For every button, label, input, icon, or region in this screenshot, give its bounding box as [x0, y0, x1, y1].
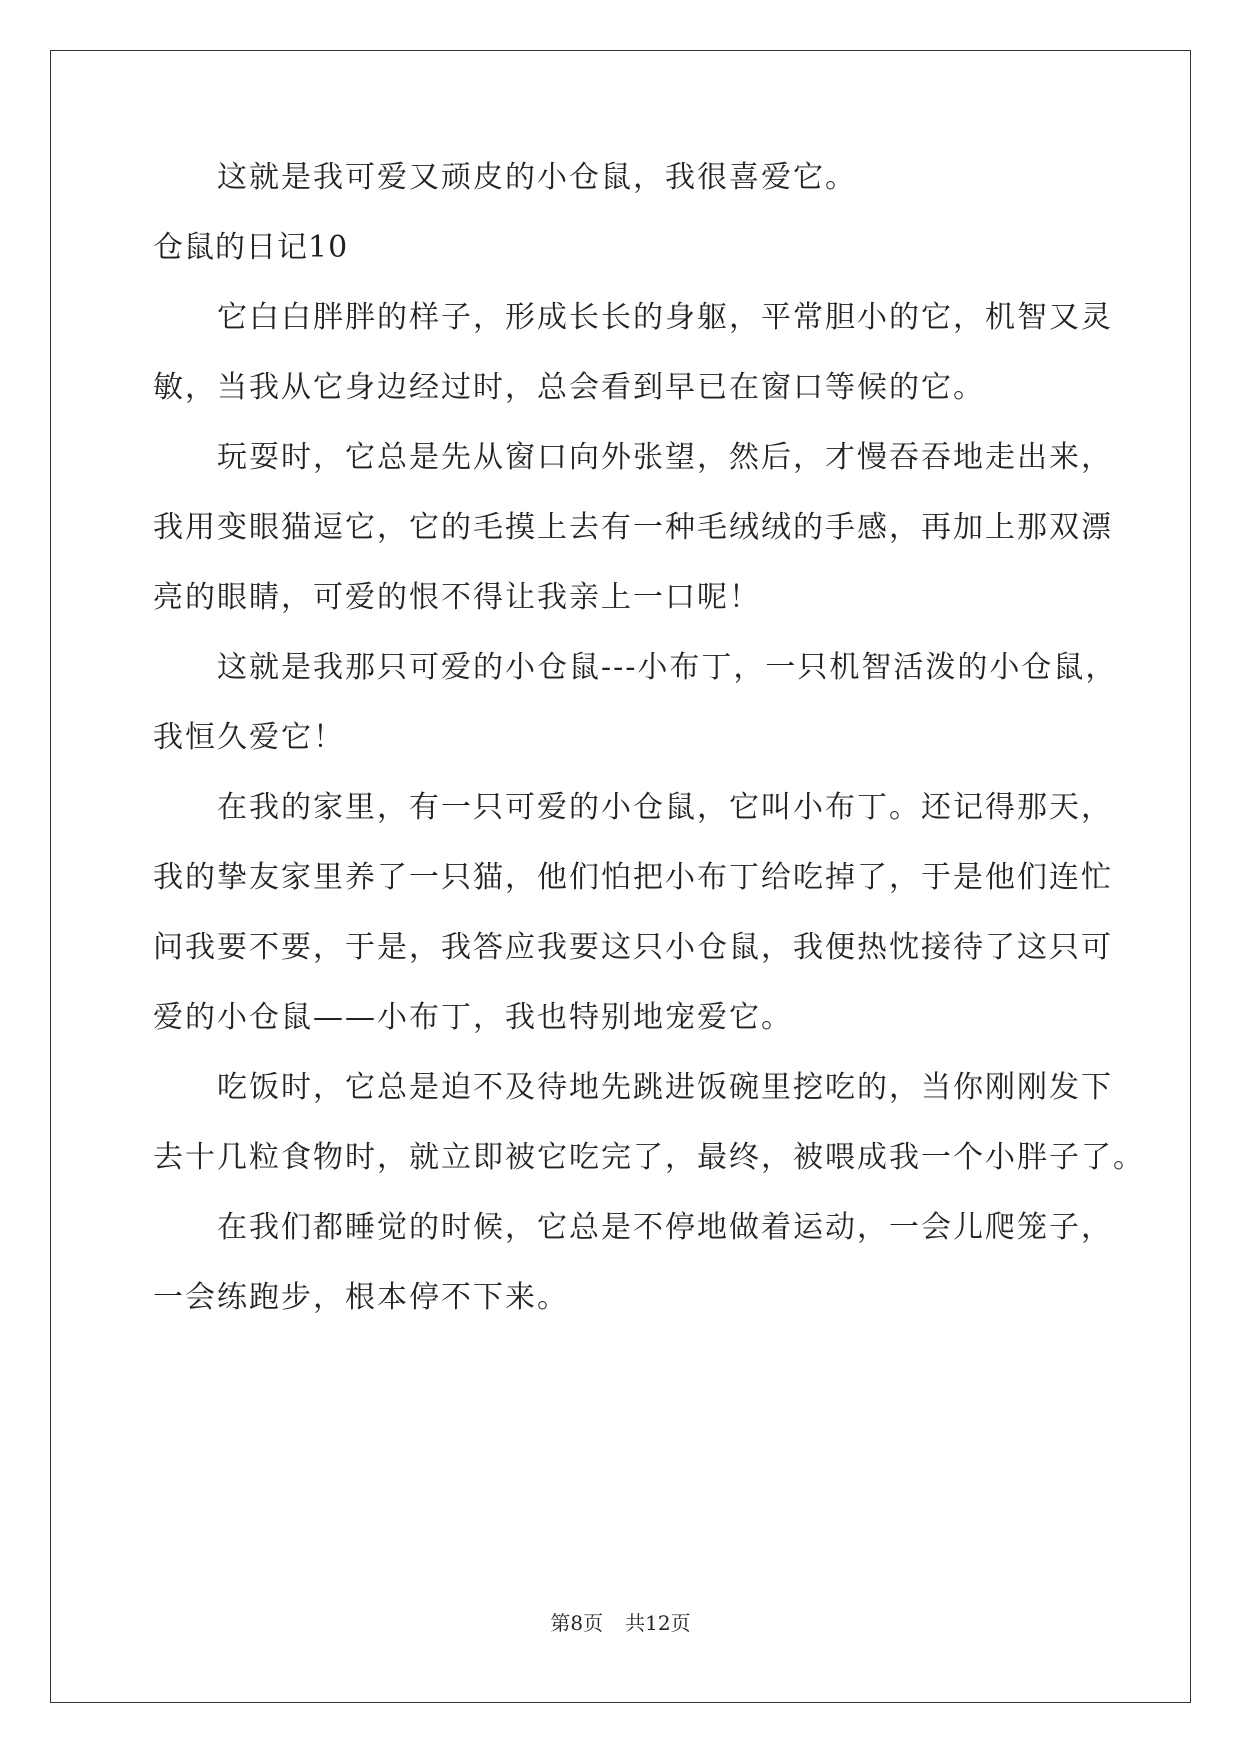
paragraph-line: 吃饭时，它总是迫不及待地先跳进饭碗里挖吃的，当你刚刚发下 — [217, 1070, 1113, 1105]
paragraph-line: 它白白胖胖的样子，形成长长的身躯，平常胆小的它，机智又灵 — [217, 300, 1113, 335]
section-heading: 仓鼠的日记10 — [153, 230, 349, 265]
paragraph-line: 玩耍时，它总是先从窗口向外张望，然后，才慢吞吞地走出来， — [217, 440, 1113, 475]
page-number: 第8页 — [550, 1611, 604, 1635]
paragraph-line: 我用变眼猫逗它，它的毛摸上去有一种毛绒绒的手感，再加上那双漂 — [153, 510, 1113, 545]
page-footer — [0, 1610, 1241, 1636]
paragraph-line: 在我们都睡觉的时候，它总是不停地做着运动，一会儿爬笼子， — [217, 1210, 1113, 1245]
paragraph-line: 一会练跑步，根本停不下来。 — [153, 1280, 569, 1315]
paragraph-line: 这就是我那只可爱的小仓鼠---小布丁，一只机智活泼的小仓鼠， — [217, 650, 1118, 685]
paragraph-line: 敏，当我从它身边经过时，总会看到早已在窗口等候的它。 — [153, 370, 985, 405]
paragraph-line: 我恒久爱它！ — [153, 720, 345, 755]
paragraph-line: 在我的家里，有一只可爱的小仓鼠，它叫小布丁。还记得那天， — [217, 790, 1113, 825]
paragraph-line: 亮的眼睛，可爱的恨不得让我亲上一口呢！ — [153, 580, 761, 615]
paragraph-line: 这就是我可爱又顽皮的小仓鼠，我很喜爱它。 — [217, 160, 857, 195]
paragraph-line: 去十几粒食物时，就立即被它吃完了，最终，被喂成我一个小胖子了。 — [153, 1140, 1145, 1175]
paragraph-line: 爱的小仓鼠——小布丁，我也特别地宠爱它。 — [153, 1000, 793, 1035]
paragraph-line: 我的挚友家里养了一只猫，他们怕把小布丁给吃掉了，于是他们连忙 — [153, 860, 1113, 895]
page-total: 共12页 — [625, 1611, 691, 1635]
paragraph-line: 问我要不要，于是，我答应我要这只小仓鼠，我便热忱接待了这只可 — [153, 930, 1113, 965]
